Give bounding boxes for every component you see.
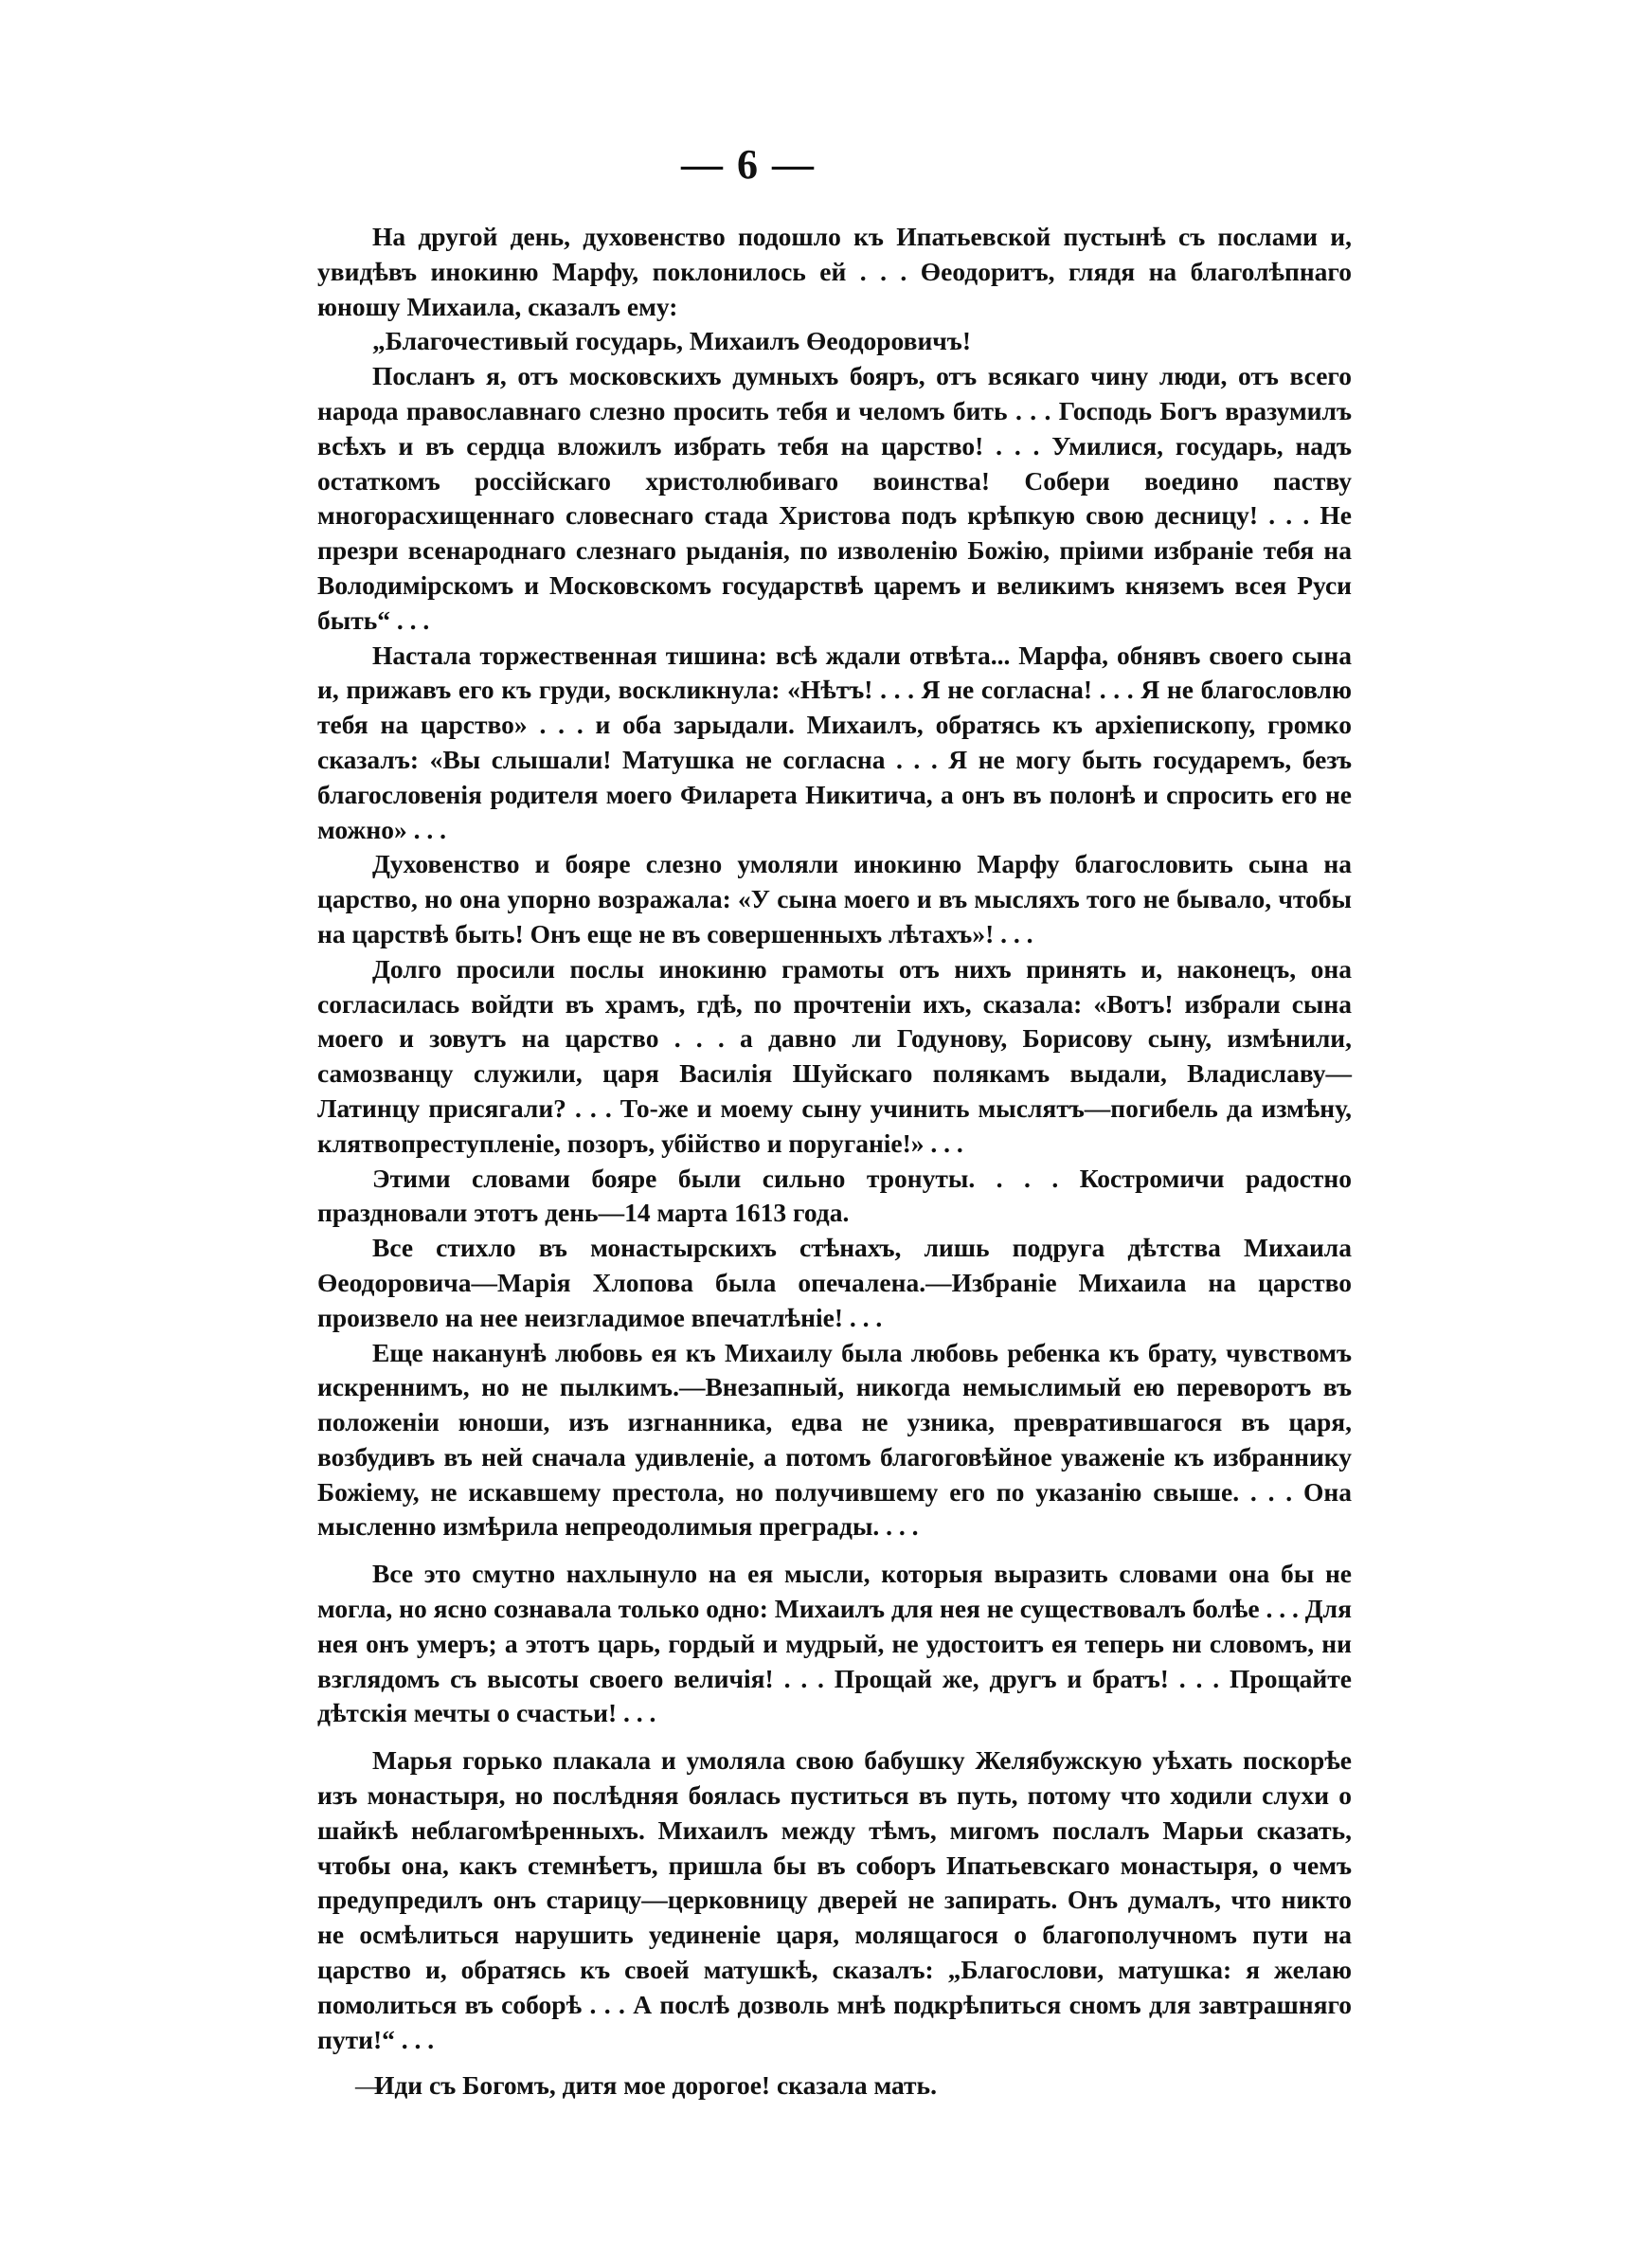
dialogue-dash: — <box>355 2070 382 2101</box>
paragraph: На другой день, духовенство подошло къ Ипатьевской пустынѣ съ послами и, увидѣвъ инокиню Марфу, поклонилось ей . . . Өеодоритъ, глядя на благолѣпнаго юношу Михаила, сказалъ ему: <box>317 222 1352 321</box>
paragraph-quote-greeting: „Благочестивый государь, Михаилъ Өеодоровичъ! <box>372 326 971 356</box>
paragraph: Этими словами бояре были сильно тронуты. . . . Костромичи радостно праздновали этотъ день—14 марта 1613 года. <box>317 1163 1352 1228</box>
paragraph: Духовенство и бояре слезно умоляли инокиню Марфу благословить сына на царство, но она упорно возражала: «У сына моего и въ мысляхъ того не бывало, чтобы на царствѣ быть! Онъ еще не въ совершенныхъ лѣтахъ»! . . . <box>317 849 1352 948</box>
paragraph: Все стихло въ монастырскихъ стѣнахъ, лишь подруга дѣтства Михаила Өеодоровича—Марія Хлопова была опечалена.—Избраніе Михаила на царство произвело на нее неизгладимое впечатлѣніе! . . . <box>317 1233 1352 1332</box>
paragraph: Еще наканунѣ любовь ея къ Михаилу была любовь ребенка къ брату, чувствомъ искреннимъ, но не пылкимъ.—Внезапный, никогда немыслимый ею переворотъ въ положеніи юноши, изъ изгнанника, едва не узника, превратившагося въ царя, возбудивъ въ ней сначала удивленіе, а потомъ благоговѣйное уваженіе къ избраннику Божіему, не искавшему престола, но получившему его по указанію свыше. . . . Она мысленно измѣрила непреодолимыя преграды. . . . <box>317 1337 1352 1542</box>
dialogue-text: Иди съ Богомъ, дитя мое дорогое! сказала мать. <box>374 2070 937 2101</box>
page-number: — 6 — <box>681 141 816 188</box>
body-text <box>317 220 1352 2104</box>
paragraph: Долго просили послы инокиню грамоты отъ нихъ принять и, наконецъ, она согласилась войдти въ храмъ, гдѣ, по прочтеніи ихъ, сказала: «Вотъ! избрали сына моего и зовутъ на царство . . . а давно ли Годунову, Борисову сыну, измѣнили, самозванцу служили, царя Василія Шуйскаго полякамъ выдали, Владиславу—Латинцу присягали? . . . То-же и моему сыну учинить мыслятъ—погибель да измѣну, клятвопреступленіе, позоръ, убійство и поруганіе!» . . . <box>317 953 1352 1158</box>
paragraph: Настала торжественная тишина: всѣ ждали отвѣта... Марфа, обнявъ своего сына и, прижавъ его къ груди, воскликнула: «Нѣтъ! . . . Я не согласна! . . . Я не благословлю тебя на царство» . . . и оба зарыдали. Михаилъ, обратясь къ архіепископу, громко сказалъ: «Вы слышали! Матушка не согласна . . . Я не могу быть государемъ, безъ благословенія родителя моего Филарета Никитича, а онъ въ полонѣ и спросить его не можно» . . . <box>317 640 1352 844</box>
paragraph: Марья горько плакала и умоляла свою бабушку Желябужскую уѣхать поскорѣе изъ монастыря, но послѣдняя боялась пуститься въ путь, потому что ходили слухи о шайкѣ неблагомѣренныхъ. Михаилъ между тѣмъ, мигомъ послалъ Марьи сказать, чтобы она, какъ стемнѣетъ, пришла бы въ соборъ Ипатьевскаго монастыря, о чемъ предупредилъ онъ старицу—церковницу дверей не запирать. Онъ думалъ, что никто не осмѣлиться нарушить уединеніе царя, молящагося о благополучномъ пути на царство и, обратясь къ своей матушкѣ, сказалъ: „Благослови, матушка: я желаю помолиться въ соборѣ . . . А послѣ дозволь мнѣ подкрѣпиться сномъ для завтрашняго пути!“ . . . <box>317 1745 1352 2054</box>
paragraph: Все это смутно нахлынуло на ея мысли, которыя выразить словами она бы не могла, но ясно сознавала только одно: Михаилъ для нея не существовалъ болѣе . . . Для нея онъ умеръ; а этотъ царь, гордый и мудрый, не удостоитъ ея теперь ни словомъ, ни взглядомъ съ высоты своего величія! . . . Прощай же, другъ и братъ! . . . Прощайте дѣтскія мечты о счастьи! . . . <box>317 1559 1352 1728</box>
closing-dialogue <box>317 2068 1352 2104</box>
paragraph: Посланъ я, отъ московскихъ думныхъ бояръ, отъ всякаго чину люди, отъ всего народа православнаго слезно просить тебя и челомъ бить . . . Господь Богъ вразумилъ всѣхъ и въ сердца вложилъ избрать тебя на царство! . . . Умилися, государь, надъ остаткомъ россійскаго христолюбиваго воинства! Собери воедино паству многорасхищеннаго словеснаго стада Христова подъ крѣпкую свою десницу! . . . Не презри всенароднаго слезнаго рыданія, по изволенію Божію, пріими избраніе тебя на Володимірскомъ и Московскомъ государствѣ царемъ и великимъ княземъ всея Руси быть“ . . . <box>317 361 1352 635</box>
